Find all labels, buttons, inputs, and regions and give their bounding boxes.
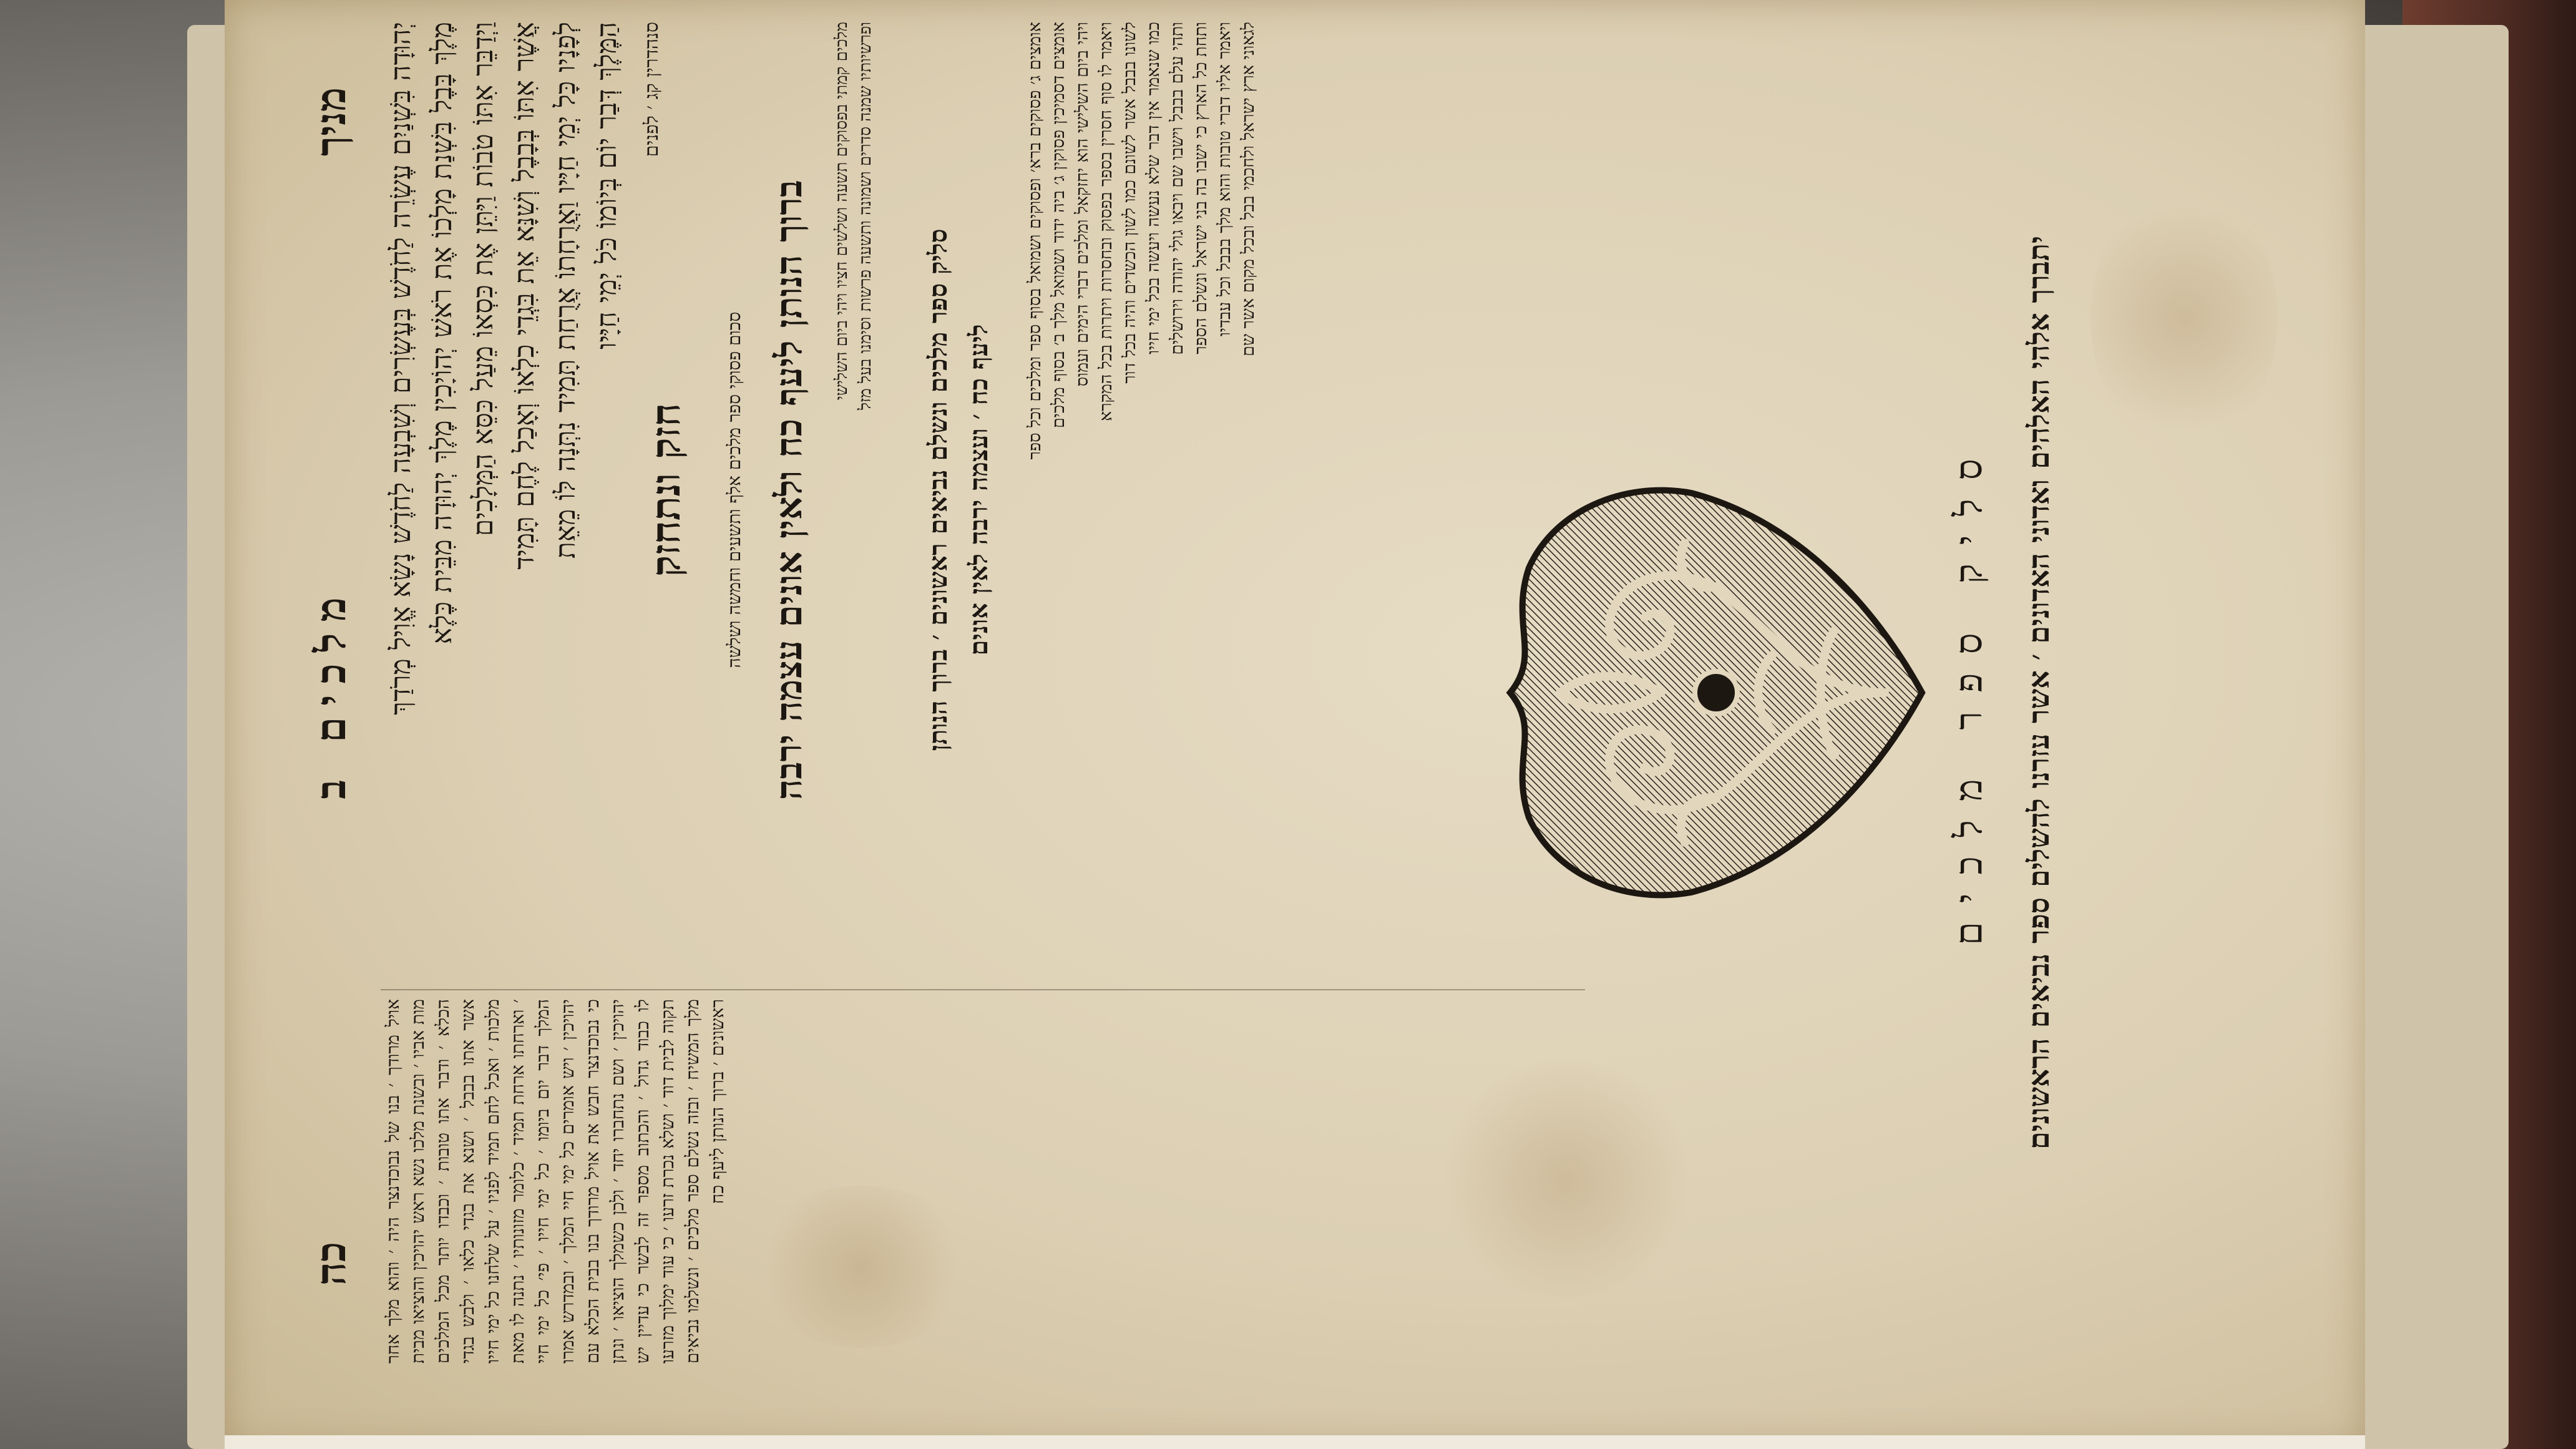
- text-line: לְפָנָיו כָּל יְמֵי חַיָּיו וַאֲרֻחָתוֹ אֲרֻחַת תָּמִיד נִתְּנָה לּוֹ מֵאֵת: [550, 22, 582, 559]
- massorah-block: [1023, 22, 1261, 958]
- verse-count-note: סכום פסוקי ספר מלכים אלף ותשעים וחמשה ושלשה: [724, 311, 744, 668]
- floral-ornament-icon: [1485, 468, 1934, 917]
- note-line: מלכים קמתי בפסוקים תשעה ושלשים חציו ויהי ביום השלישי: [832, 22, 851, 401]
- page-edge: [225, 1435, 2365, 1449]
- text-line: מֶלֶךְ בָּבֶל בִּשְׁנַת מָלְכוֹ אֶת רֹאשׁ יְהוֹיָכִין מֶלֶךְ יְהוּדָה מִבֵּית כֶּלֶא: [426, 22, 458, 645]
- massorah-line: אומצים דסמיכין פסוקין ג׳ ביה ידוד ושמואל מלך ב׳ בסוף מלכים: [1049, 22, 1068, 429]
- massorah-line: לגאוני ארץ ישראל ולחכמי בבל ובכל מקום אשר שם: [1239, 22, 1258, 356]
- text-line: יְהוּדָה בִּשְׁנַיִם עֶשְׂרֵה לַחֹדֶשׁ בְּעֶשְׂרִים וְשִׁבְעָה לַחֹדֶשׁ נָשָׂא אֱוִיל מְרֹדַךְ: [385, 22, 417, 715]
- massorah-line: ויאמר לו סוף חסרין בספר בפסוק ובחסרות ויתרות בכל המקרא: [1096, 22, 1116, 421]
- massorah-line: לשונו בבבל אשר לשונם כמו לשון הכשדים והיה בכל דור: [1120, 22, 1139, 384]
- printed-page: [293, 22, 2290, 1364]
- massorah-line: ויאמר אליו דברי טובות והוא מלך בבבל וכל עבדיו: [1215, 22, 1234, 336]
- catchword: מניך: [306, 87, 355, 157]
- margin-reference: סנהדרין קג ׳ לפנים: [641, 22, 663, 157]
- text-line: וַיְדַבֵּר אִתּוֹ טֹבוֹת וַיִּתֵּן אֶת כִּסְאוֹ מֵעַל כִּסֵּא הַמְּלָכִים: [467, 22, 499, 537]
- chapter-number: כה: [306, 1241, 355, 1286]
- massorah-line: ויהי ביום השלישי הוא יחזקאל ומלכים דברי הימים ועמוס: [1073, 22, 1092, 387]
- text-line: אֲשֶׁר אִתּוֹ בְּבָבֶל וְשִׁנָּא אֵת בִּגְדֵי כִלְאוֹ וְאָכַל לֶחֶם תָּמִיד: [509, 22, 540, 570]
- massorah-line: כמו שנאמר אין דבר שלא נעשה ויעשה בכל ימי חייו: [1144, 22, 1163, 354]
- closing-line: סליק ספר מלכים ונשלם נביאים ראשונים ׳ ברוך הנותן: [924, 228, 953, 751]
- massorah-line: ותהי עלם בבבל וישבו שם ויבאו גולי יהודה וירושלים: [1168, 22, 1187, 355]
- note-line: ופרשיותיו שמנה סדרים ושמונה ותשעה פרשות וסימנו בעל מזל: [856, 22, 875, 411]
- chazak-heading: חזק ונתחזק: [643, 402, 690, 577]
- closing-line: ליעף כח ׳ ועצמה ירבה לאין אונים: [964, 324, 993, 656]
- running-header: [293, 22, 368, 1364]
- printers-ornament: [1473, 22, 1947, 1364]
- commentary-column: אויל מרודך ׳ בנו של נבוכדנצר היה ׳ והוא מלך אחר מות אביו ׳ ובשנת מלכו נשא ראש יהויכין והוציאו מבית הכלא ׳ ודבר אתו טובות ׳ וכבדו יותר מכל המלכים אשר אתו בבבל ׳ ושנא את בגדי כלאו ׳ ולבש בגדי מלכות ׳ ואכל לחם תמיד לפניו ׳ על שלחנו כל ימי חייו ׳ וארחתו ארחת תמיד ׳ כלומר מזונותיו ׳ נתנה לו מאת המלך דבר יום ביומו ׳ כל ימי חייו ׳ פי׳ כל ימי חיי יהויכין ׳ ויש אומרים כל ימי חיי המלך ׳ ובמדרש אמרו כי נבוכדנצר חבש את אויל מרודך בנו בבית הכלא עם יהויכין ׳ ושם נתחברו יחד ׳ ולכן כשמלך הוציאו ׳ ונתן לו כבוד גדול ׳ והכתוב מספר זה לבשר כי עדיין יש תקוה לבית דוד ׳ ושלא נכרת זרעו ׳ כי עוד ימלוך מזרעו מלך המשיח ׳ ובזה נשלם ספר מלכים ׳ ונשלמו נביאים ראשונים ׳ ברוך הנותן ליעף כח: [381, 989, 1585, 1364]
- massorah-line: ותחת כל הארץ כי ישבו בה בני ישראל ונשלם הספר: [1191, 22, 1211, 354]
- text-line: הַמֶּלֶךְ דְּבַר יוֹם בְּיוֹמוֹ כֹּל יְמֵי חַיָּיו: [591, 22, 623, 349]
- end-label: סליק ספר מלכים: [1947, 440, 1991, 945]
- colophon-line: יתברך אלהי האלהים ואדוני האדונים ׳ אשר עזרנו להשלים ספר נביאים הראשונים: [2022, 235, 2056, 1150]
- main-text-column: [381, 22, 676, 958]
- blessing-line: ברוך הנותן ליעף כח ולאין אונים עצמה ירבה: [768, 180, 810, 800]
- massorah-line: אומצים ג׳ פסוקים ברא׳ ופסוקים ושמואל בסוף ספר ומלכים וכל ספר: [1025, 22, 1045, 460]
- massorah-notes: [830, 22, 877, 958]
- book-title: מלכים ב: [306, 586, 355, 799]
